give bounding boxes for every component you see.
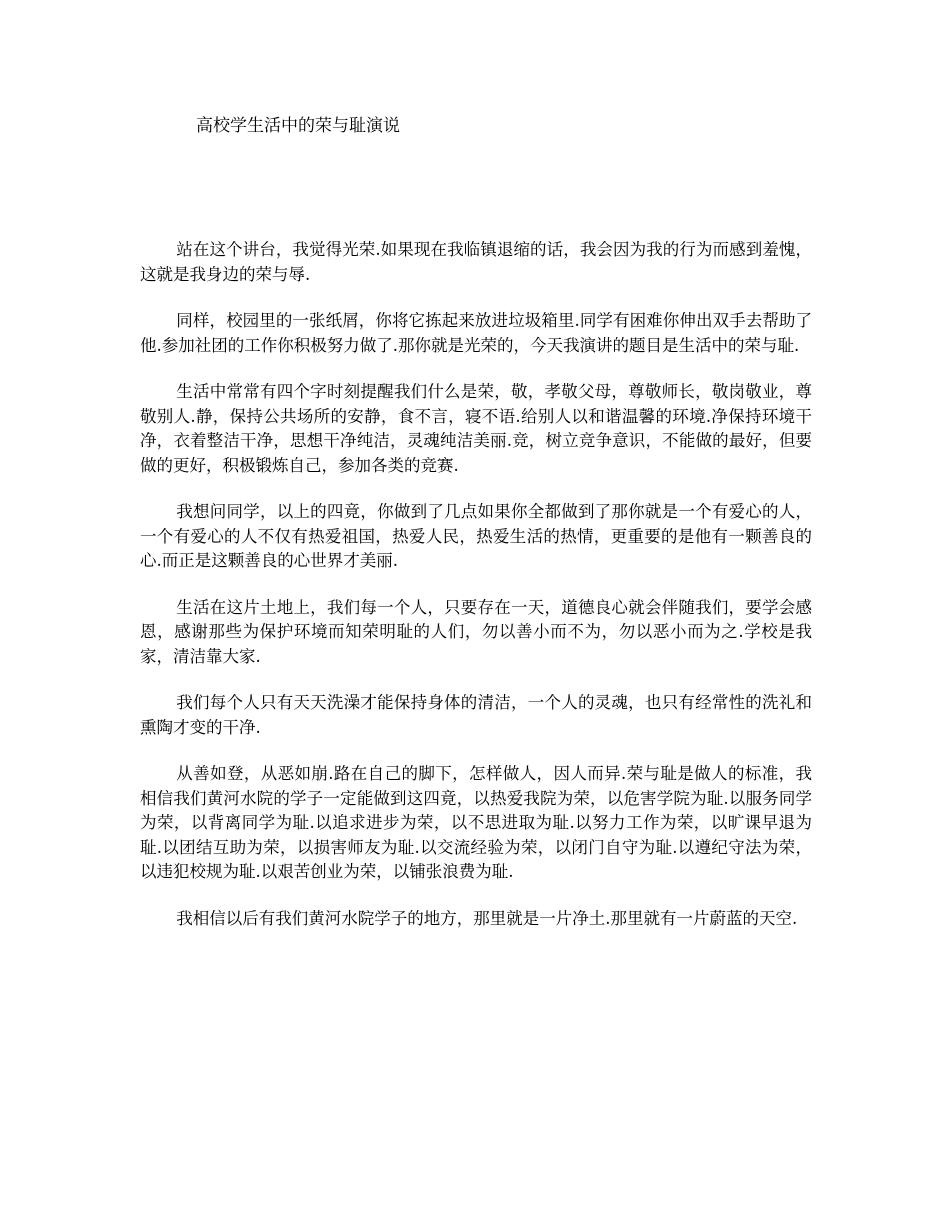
paragraph-5: 生活在这片土地上，我们每一个人，只要存在一天，道德良心就会伴随我们，要学会感恩，感谢那些为保护环境而知荣明耻的人们，勿以善小而不为，勿以恶小而为之.学校是我家，清洁靠大家. [140,597,812,666]
paragraph-3: 生活中常常有四个字时刻提醒我们什么是荣，敬，孝敬父母，尊敬师长，敬岗敬业，尊敬别人.静，保持公共场所的安静，食不言，寝不语.给别人以和谐温馨的环境.净保持环境干净，衣着整洁干净，思想干净纯洁，灵魂纯洁美丽.竞，树立竞争意识，不能做的最好，但要做的更好，积极锻炼自己，参加各类的竞赛. [140,382,812,475]
paragraph-1: 站在这个讲台，我觉得光荣.如果现在我临镇退缩的话，我会因为我的行为而感到羞愧，这就是我身边的荣与辱. [140,240,812,284]
paragraph-4: 我想问同学，以上的四竟，你做到了几点如果你全都做到了那你就是一个有爱心的人，一个有爱心的人不仅有热爱祖国，热爱人民，热爱生活的热情，更重要的是他有一颗善良的心.而正是这颗善良的心世界才美丽. [140,502,812,570]
paragraph-8: 我相信以后有我们黄河水院学子的地方，那里就是一片净土.那里就有一片蔚蓝的天空. [176,908,798,928]
paragraph-7: 从善如登，从恶如崩.路在自己的脚下，怎样做人，因人而异.荣与耻是做人的标准，我相信我们黄河水院的学子一定能做到这四竟，以热爱我院为荣，以危害学院为耻.以服务同学为荣，以背离同学为耻.以追求进步为荣，以不思进取为耻.以努力工作为荣，以旷课早退为耻.以团结互助为荣，以损害师友为耻.以交流经验为荣，以闭门自守为耻.以遵纪守法为荣，以违犯校规为耻.以艰苦创业为荣，以铺张浪费为耻. [140,764,812,881]
document-title: 高校学生活中的荣与耻演说 [196,116,400,136]
document-body [140,238,812,953]
paragraph-6: 我们每个人只有天天洗澡才能保持身体的清洁，一个人的灵魂，也只有经常性的洗礼和熏陶才变的干净. [140,693,812,737]
paragraph-2: 同样，校园里的一张纸屑，你将它拣起来放进垃圾箱里.同学有困难你伸出双手去帮助了他.参加社团的工作你积极努力做了.那你就是光荣的，今天我演讲的题目是生活中的荣与耻. [140,311,812,355]
